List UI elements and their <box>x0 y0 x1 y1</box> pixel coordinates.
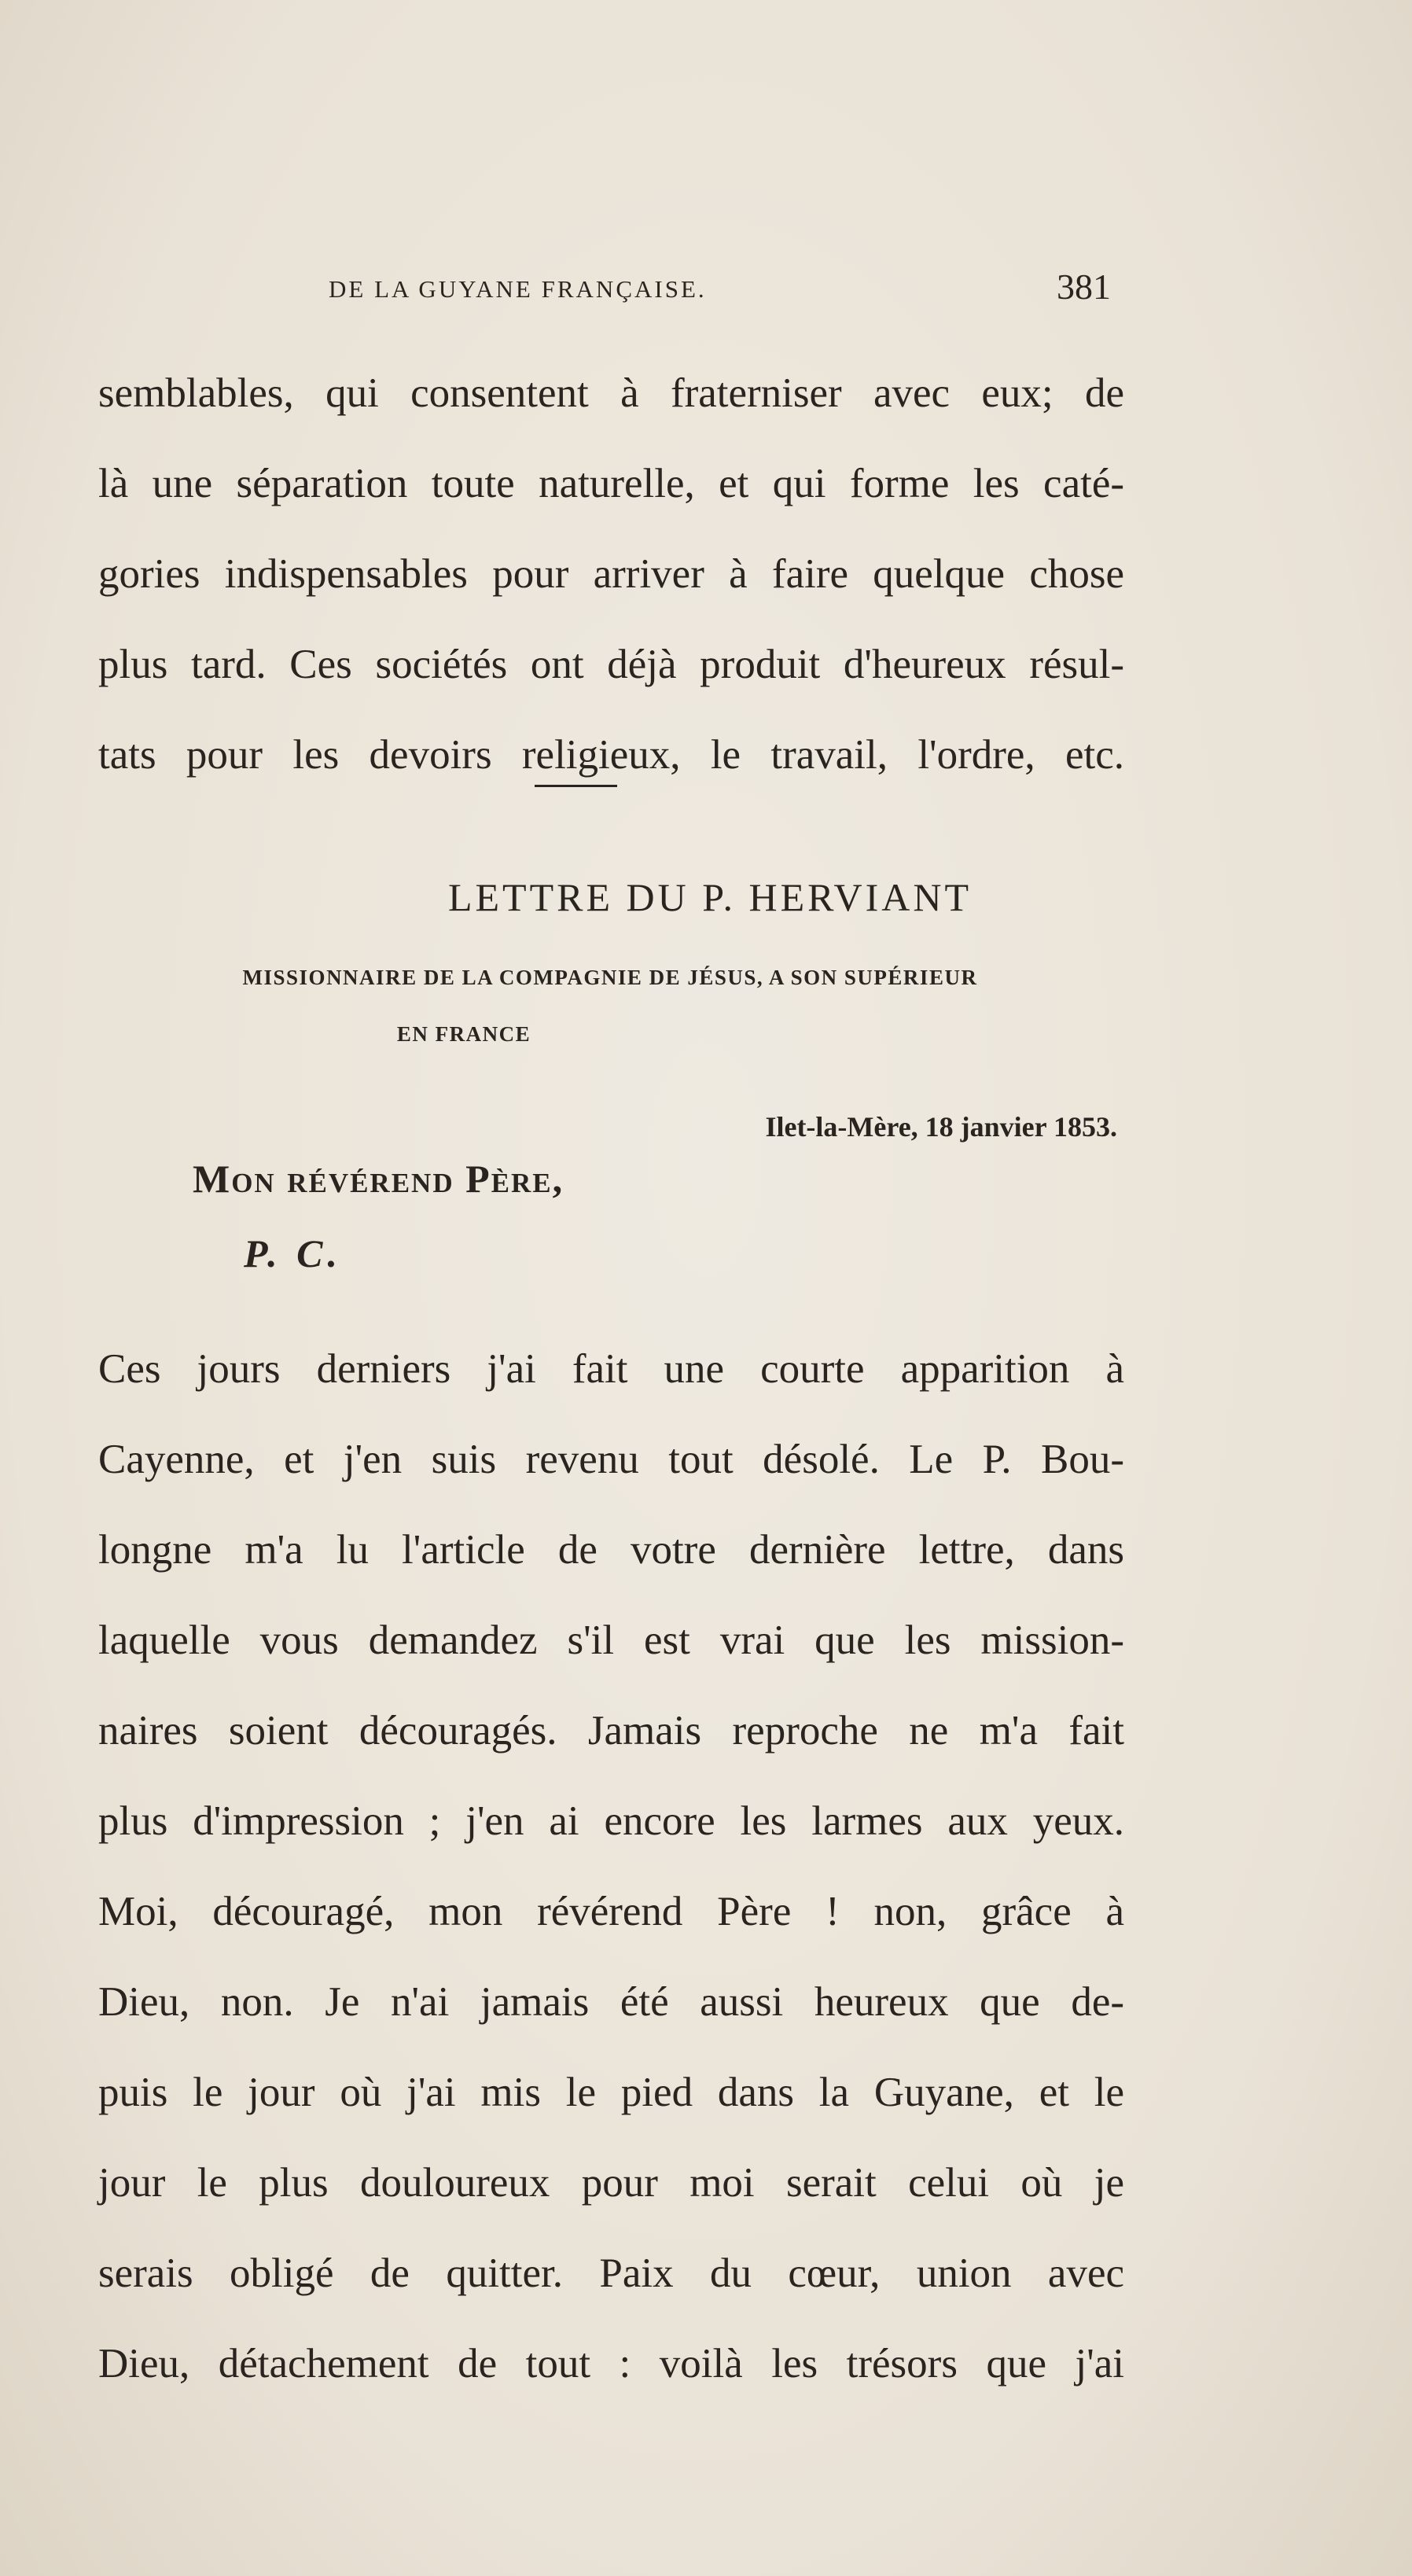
text-line: puis le jour où j'ai mis le pied dans la Guyane, et le <box>98 2070 1124 2115</box>
text-line: Dieu, détachement de tout : voilà les trésors que j'ai <box>98 2341 1124 2386</box>
letter-subtitle: MISSIONNAIRE DE LA COMPAGNIE DE JÉSUS, A SON SUPÉRIEUR <box>242 966 978 989</box>
running-title: DE LA GUYANE FRANÇAISE. <box>329 275 707 303</box>
text-line: jour le plus douloureux pour moi serait celui où je <box>98 2160 1124 2206</box>
text-line: gories indispensables pour arriver à faire quelque chose <box>98 551 1124 597</box>
text-line: Cayenne, et j'en suis revenu tout désolé. Le P. Bou- <box>98 1437 1124 1482</box>
page-number: 381 <box>1057 267 1111 307</box>
text-line: Moi, découragé, mon révérend Père ! non, grâce à <box>98 1889 1124 1934</box>
salutation: Mon révérend Père, <box>193 1157 564 1201</box>
text-line: Dieu, non. Je n'ai jamais été aussi heureux que de- <box>98 1979 1124 2025</box>
letter-title: LETTRE DU P. HERVIANT <box>447 875 973 919</box>
section-divider <box>535 785 617 787</box>
dateline: Ilet-la-Mère, 18 janvier 1853. <box>765 1111 1117 1143</box>
text-line: naires soient découragés. Jamais reproche ne m'a fait <box>98 1708 1124 1754</box>
text-line: tats pour les devoirs religieux, le travail, l'ordre, etc. <box>98 732 1124 778</box>
text-line: plus tard. Ces sociétés ont déjà produit d'heureux résul- <box>98 642 1124 687</box>
text-line: plus d'impression ; j'en ai encore les larmes aux yeux. <box>98 1798 1124 1844</box>
text-line: serais obligé de quitter. Paix du cœur, union avec <box>98 2250 1124 2296</box>
text-line: semblables, qui consentent à fraterniser avec eux; de <box>98 370 1124 416</box>
text-line: longne m'a lu l'article de votre dernière lettre, dans <box>98 1527 1124 1573</box>
letter-subtitle-continued: EN FRANCE <box>396 1022 531 1046</box>
text-line: Ces jours derniers j'ai fait une courte apparition à <box>98 1346 1124 1392</box>
text-line: là une séparation toute naturelle, et qui forme les caté- <box>98 461 1124 506</box>
pax-christi: P. C. <box>244 1231 342 1275</box>
text-line: laquelle vous demandez s'il est vrai que les mission- <box>98 1617 1124 1663</box>
